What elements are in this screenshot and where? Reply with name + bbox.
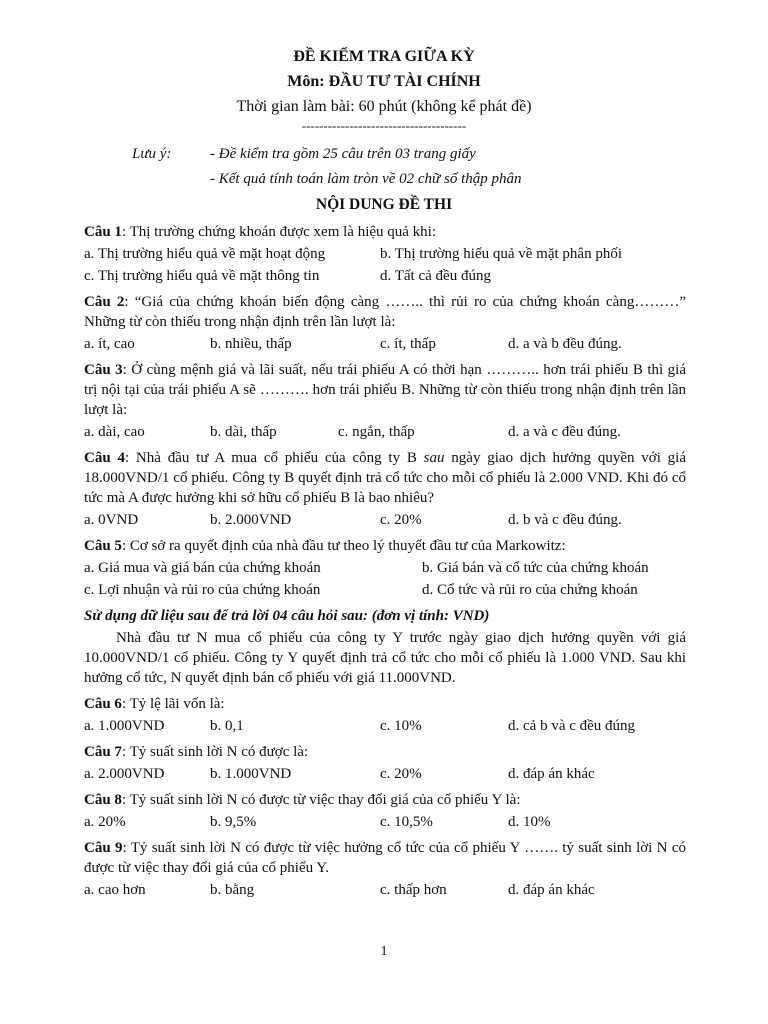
- question-9: [84, 838, 686, 878]
- option-d: d. Tất cả đều đúng: [380, 268, 491, 284]
- option-b: b. Thị trường hiểu quả về mặt phân phối: [380, 246, 622, 262]
- question-text: ngày giao dịch hưởng quyền với giá 18.000VND/1 cổ phiếu. Công ty B quyết định trả cổ tức cho mỗi cổ phiếu là 2.000 VND. Khi đó cổ tức mà A được hưởng khi sở hữu cổ phiếu B là bao nhiêu?: [84, 450, 686, 506]
- exam-title: ĐỀ KIỂM TRA GIỮA KỲ: [293, 48, 475, 65]
- option-b: b. 9,5%: [210, 814, 257, 830]
- options-row: [84, 266, 686, 286]
- option-d: d. cả b và c đều đúng: [508, 718, 636, 734]
- option-c: c. 20%: [380, 766, 422, 782]
- page-number: 1: [380, 944, 388, 959]
- option-b: b. 0,1: [210, 718, 244, 734]
- option-c: c. ít, thấp: [380, 336, 436, 352]
- option-b: b. dài, thấp: [210, 424, 277, 440]
- question-5: [84, 536, 686, 556]
- data-section-heading: Sử dụng dữ liệu sau để trả lời 04 câu hỏi sau: (đơn vị tính: VND): [84, 608, 490, 624]
- question-2: [84, 292, 686, 332]
- option-a: a. 0VND: [84, 512, 139, 528]
- option-d: d. a và b đều đúng.: [508, 336, 622, 352]
- question-3: [84, 360, 686, 420]
- separator: --------------------------------------: [301, 118, 467, 133]
- question-label: Câu 1: [84, 224, 122, 240]
- question-text: : Cơ sở ra quyết định của nhà đầu tư theo lý thuyết đầu tư của Markowitz:: [121, 538, 566, 554]
- question-label: Câu 2: [84, 294, 125, 310]
- question-text: : Ở cùng mệnh giá và lãi suất, nếu trái phiếu A có thời hạn ……….. hơn trái phiếu B thì giá trị nội tại của trái phiếu A sẽ ………. hơn trái phiếu B. Những từ còn thiếu trong nhận định trên lần lượt là:: [84, 362, 686, 418]
- options-row: [84, 880, 686, 900]
- section-heading: NỘI DUNG ĐỀ THI: [315, 196, 453, 213]
- option-d: d. Cổ tức và rủi ro của chứng khoán: [422, 582, 638, 598]
- note-label: Lưu ý:: [132, 146, 172, 162]
- question-text-emphasis: sau: [423, 450, 445, 466]
- question-7: [84, 742, 686, 762]
- question-label: Câu 4: [84, 450, 125, 466]
- option-d: d. đáp án khác: [508, 766, 595, 782]
- option-a: a. cao hơn: [84, 882, 146, 898]
- question-label: Câu 3: [84, 362, 123, 378]
- question-text: : “Giá của chứng khoán biến động càng …….. thì rủi ro của chứng khoán càng………” Những từ còn thiếu trong nhận định trên lần lượt là:: [84, 294, 686, 330]
- options-row: [84, 580, 686, 600]
- option-a: a. 2.000VND: [84, 766, 165, 782]
- question-text: : Tỷ lệ lãi vốn là:: [121, 696, 225, 712]
- options-row: [84, 716, 686, 736]
- note-line-1: - Đề kiểm tra gồm 25 câu trên 03 trang giấy: [210, 146, 476, 162]
- options-row: [84, 558, 686, 578]
- data-section-paragraph: Nhà đầu tư N mua cổ phiếu của công ty Y trước ngày giao dịch hưởng quyền với giá 10.000VND/1 cổ phiếu. Công ty Y quyết định trả cổ tức cho mỗi cổ phiếu là 1.000 VND. Sau khi hưởng cổ tức, N quyết định bán cổ phiếu với giá 11.000VND.: [84, 630, 686, 686]
- question-8: [84, 790, 686, 810]
- option-a: a. Giá mua và giá bán của chứng khoán: [84, 560, 321, 576]
- options-row: [84, 764, 686, 784]
- question-text: : Nhà đầu tư A mua cổ phiếu của công ty B: [124, 450, 424, 466]
- option-d: d. đáp án khác: [508, 882, 595, 898]
- option-b: b. nhiều, thấp: [210, 336, 292, 352]
- option-c: c. 10,5%: [380, 814, 433, 830]
- question-label: Câu 6: [84, 696, 122, 712]
- options-row: [84, 244, 686, 264]
- option-a: a. dài, cao: [84, 424, 145, 440]
- option-c: c. 20%: [380, 512, 422, 528]
- option-a: a. ít, cao: [84, 336, 135, 352]
- question-text: : Tỷ suất sinh lời N có được từ việc hưởng cổ tức của cổ phiếu Y ……. tỷ suất sinh lời N có được từ việc thay đổi giá của cổ phiếu Y.: [84, 840, 686, 876]
- question-label: Câu 7: [84, 744, 122, 760]
- question-4: [84, 448, 686, 508]
- option-a: a. 20%: [84, 814, 126, 830]
- option-b: b. Giá bán và cổ tức của chứng khoán: [422, 560, 649, 576]
- question-label: Câu 5: [84, 538, 122, 554]
- options-row: [84, 422, 686, 442]
- note-line-2: - Kết quả tính toán làm tròn về 02 chữ số thập phân: [210, 171, 522, 187]
- question-text: : Tỷ suất sinh lời N có được là:: [121, 744, 309, 760]
- exam-time: Thời gian làm bài: 60 phút (không kể phát đề): [236, 98, 532, 115]
- question-text: : Tỷ suất sinh lời N có được từ việc thay đổi giá của cổ phiếu Y là:: [121, 792, 521, 808]
- question-label: Câu 9: [84, 840, 123, 856]
- question-6: [84, 694, 686, 714]
- option-b: b. 1.000VND: [210, 766, 292, 782]
- question-text: : Thị trường chứng khoán được xem là hiệu quả khi:: [121, 224, 437, 240]
- option-c: c. Thị trường hiểu quả về mặt thông tin: [84, 268, 320, 284]
- option-d: d. b và c đều đúng.: [508, 512, 622, 528]
- option-b: b. 2.000VND: [210, 512, 292, 528]
- option-d: d. 10%: [508, 814, 551, 830]
- option-c: c. ngắn, thấp: [338, 424, 415, 440]
- option-d: d. a và c đều đúng.: [508, 424, 621, 440]
- question-label: Câu 8: [84, 792, 122, 808]
- option-c: c. 10%: [380, 718, 422, 734]
- option-c: c. thấp hơn: [380, 882, 447, 898]
- option-b: b. bằng: [210, 882, 255, 898]
- question-1: [84, 222, 686, 242]
- option-a: a. 1.000VND: [84, 718, 165, 734]
- options-row: [84, 812, 686, 832]
- option-a: a. Thị trường hiểu quả về mặt hoạt động: [84, 246, 326, 262]
- exam-content: [84, 222, 686, 906]
- options-row: [84, 334, 686, 354]
- options-row: [84, 510, 686, 530]
- exam-subject: Môn: ĐẦU TƯ TÀI CHÍNH: [287, 73, 481, 90]
- option-c: c. Lợi nhuận và rủi ro của chứng khoán: [84, 582, 321, 598]
